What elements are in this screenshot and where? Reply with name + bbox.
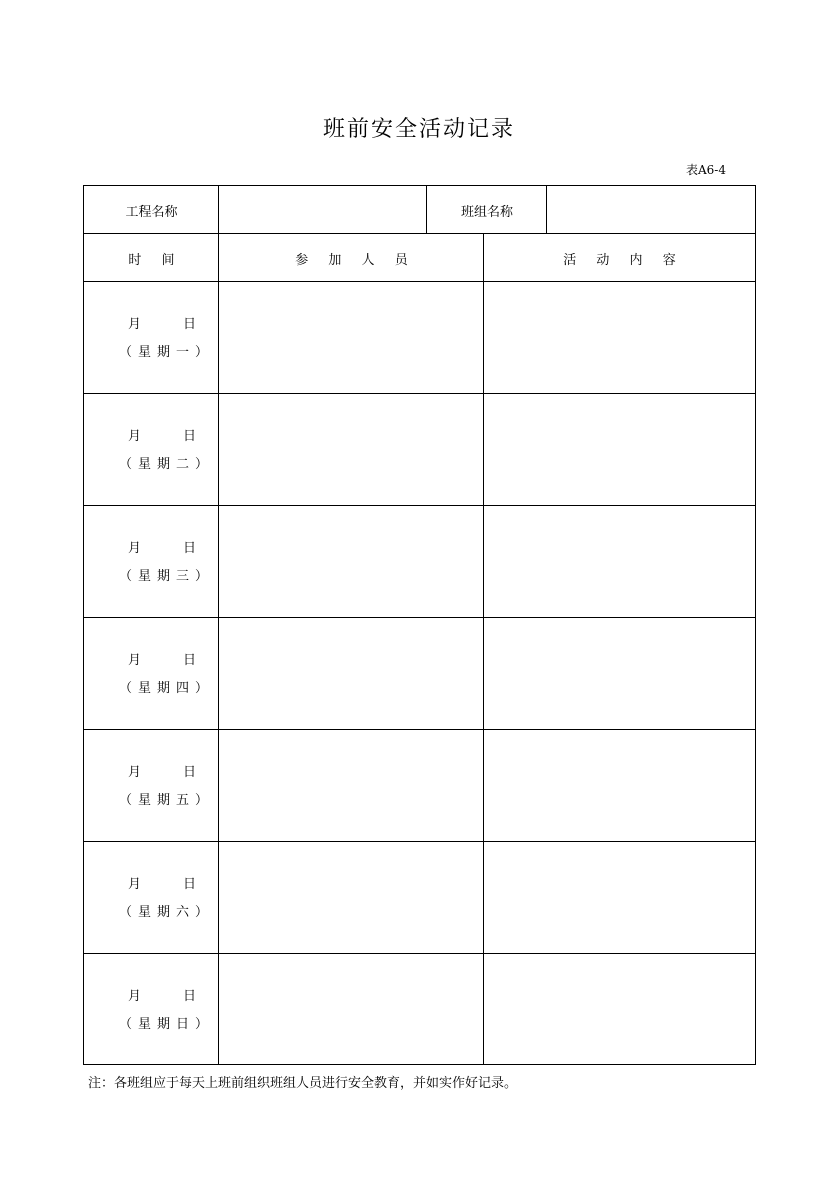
participants-cell[interactable] bbox=[219, 618, 483, 730]
column-divider bbox=[426, 186, 427, 234]
weekday-label: （星期六） bbox=[119, 905, 215, 920]
participants-cell[interactable] bbox=[219, 506, 483, 618]
day-label: 日 bbox=[183, 541, 197, 556]
weekday-label: （星期一） bbox=[119, 345, 215, 360]
form-code: 表A6-4 bbox=[686, 163, 726, 177]
month-label: 月 bbox=[128, 653, 142, 668]
activity-content-cell[interactable] bbox=[484, 506, 755, 618]
participants-cell[interactable] bbox=[219, 842, 483, 954]
participants-column-header: 参 加 人 员 bbox=[295, 252, 416, 268]
day-label: 日 bbox=[183, 877, 197, 892]
document-title: 班前安全活动记录 bbox=[322, 117, 515, 142]
date-cell bbox=[84, 506, 218, 618]
activity-content-cell[interactable] bbox=[484, 954, 755, 1066]
activity-content-cell[interactable] bbox=[484, 842, 755, 954]
month-day-line bbox=[84, 313, 218, 331]
team-name-field[interactable] bbox=[547, 186, 755, 234]
date-cell bbox=[84, 394, 218, 506]
content-column-header: 活 动 内 容 bbox=[563, 252, 684, 268]
day-label: 日 bbox=[183, 317, 197, 332]
project-name-label: 工程名称 bbox=[125, 204, 178, 220]
project-name-field[interactable] bbox=[219, 186, 427, 234]
activity-content-cell[interactable] bbox=[484, 394, 755, 506]
team-name-label: 班组名称 bbox=[460, 204, 513, 220]
activity-content-cell[interactable] bbox=[484, 282, 755, 394]
date-cell bbox=[84, 954, 218, 1066]
month-label: 月 bbox=[128, 765, 142, 780]
month-day-line bbox=[84, 985, 218, 1003]
day-label: 日 bbox=[183, 429, 197, 444]
weekday-label: （星期四） bbox=[119, 681, 215, 696]
month-label: 月 bbox=[128, 989, 142, 1004]
column-divider bbox=[546, 186, 547, 234]
day-label: 日 bbox=[183, 765, 197, 780]
month-day-line bbox=[84, 649, 218, 667]
weekday-label: （星期五） bbox=[119, 793, 215, 808]
participants-cell[interactable] bbox=[219, 954, 483, 1066]
month-label: 月 bbox=[128, 541, 142, 556]
month-day-line bbox=[84, 761, 218, 779]
weekday-label: （星期二） bbox=[119, 457, 215, 472]
day-label: 日 bbox=[183, 653, 197, 668]
footer-note: 注：各班组应于每天上班前组织班组人员进行安全教育，并如实作好记录。 bbox=[88, 1076, 518, 1091]
weekday-label: （星期日） bbox=[119, 1017, 215, 1032]
date-cell bbox=[84, 842, 218, 954]
month-label: 月 bbox=[128, 429, 142, 444]
day-label: 日 bbox=[183, 989, 197, 1004]
activity-record-table bbox=[83, 185, 756, 1065]
activity-content-cell[interactable] bbox=[484, 730, 755, 842]
weekday-label: （星期三） bbox=[119, 569, 215, 584]
date-cell bbox=[84, 618, 218, 730]
date-cell bbox=[84, 282, 218, 394]
activity-content-cell[interactable] bbox=[484, 618, 755, 730]
month-day-line bbox=[84, 425, 218, 443]
participants-cell[interactable] bbox=[219, 394, 483, 506]
row-divider bbox=[84, 233, 755, 234]
month-label: 月 bbox=[128, 877, 142, 892]
date-cell bbox=[84, 730, 218, 842]
time-column-header: 时 间 bbox=[128, 252, 183, 268]
month-day-line bbox=[84, 537, 218, 555]
month-label: 月 bbox=[128, 317, 142, 332]
month-day-line bbox=[84, 873, 218, 891]
participants-cell[interactable] bbox=[219, 282, 483, 394]
participants-cell[interactable] bbox=[219, 730, 483, 842]
